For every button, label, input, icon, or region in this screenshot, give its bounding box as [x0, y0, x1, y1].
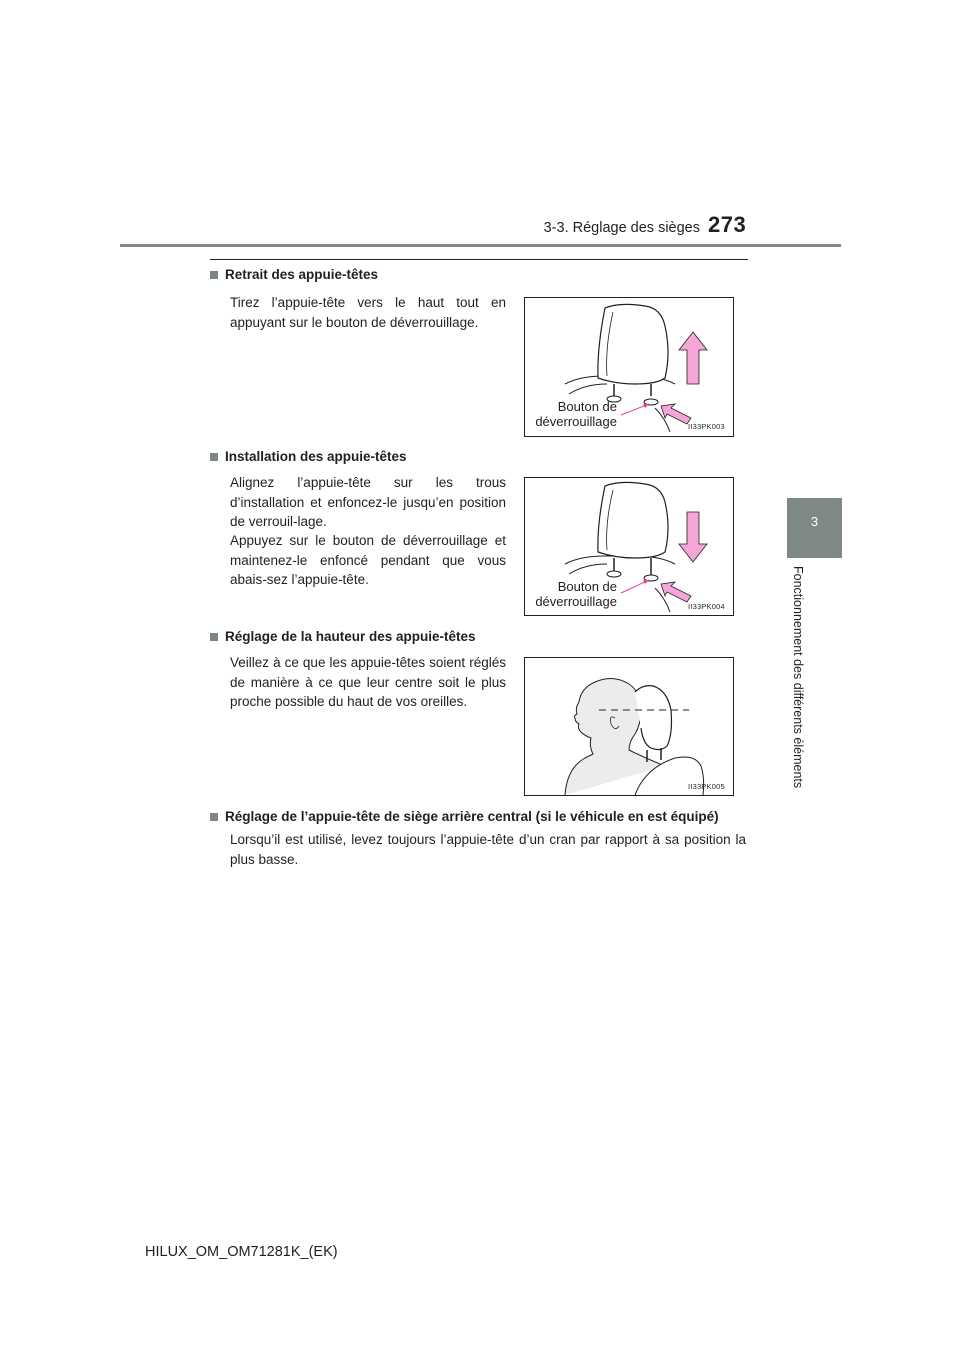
label-line: Bouton de	[557, 579, 617, 594]
section-rule	[210, 259, 748, 260]
square-bullet-icon	[210, 271, 218, 279]
paragraph: Lorsqu’il est utilisé, levez toujours l’appuie-tête d’un cran par rapport à sa position la plus basse.	[230, 832, 746, 867]
page-number: 273	[708, 212, 747, 237]
section-heading-text: Réglage de l’appuie-tête de siège arrière central (si le véhicule en est équipé)	[225, 809, 719, 824]
figure-headrest-removal	[524, 297, 734, 437]
figure-code: II33PK004	[688, 602, 725, 611]
section-heading-text: Retrait des appuie-têtes	[225, 267, 379, 282]
paragraph: Tirez l’appuie-tête vers le haut tout en appuyant sur le bouton de déverrouillage.	[230, 295, 506, 330]
down-arrow-icon	[679, 512, 707, 562]
press-arrow-icon	[661, 582, 691, 602]
header-section-title: 3-3. Réglage des sièges	[543, 220, 700, 236]
label-line: déverrouillage	[535, 594, 617, 609]
paragraph: Veillez à ce que les appuie-têtes soient réglés de manière à ce que leur centre soit le plus proche possible du haut de vos oreilles.	[230, 655, 506, 709]
footer-doc-id: HILUX_OM_OM71281K_(EK)	[145, 1244, 338, 1260]
square-bullet-icon	[210, 813, 218, 821]
chapter-number: 3	[810, 514, 819, 529]
label-line: Bouton de	[557, 399, 617, 414]
section-heading-text: Installation des appuie-têtes	[225, 449, 407, 464]
figure-headrest-height	[524, 657, 734, 796]
head-position-illustration	[525, 658, 733, 795]
release-button-label	[533, 579, 617, 609]
section-heading-removal	[210, 267, 378, 282]
section-heading-text: Réglage de la hauteur des appuie-têtes	[225, 629, 476, 644]
figure-headrest-installation	[524, 477, 734, 616]
up-arrow-icon	[679, 332, 707, 384]
figure-code: II33PK003	[688, 422, 725, 431]
paragraph: Alignez l’appuie-tête sur les trous d’installation et enfoncez-le jusqu’en position de verrouil-lage.	[230, 475, 506, 529]
square-bullet-icon	[210, 633, 218, 641]
section-heading-installation	[210, 449, 407, 464]
paragraph: Appuyez sur le bouton de déverrouillage et maintenez-le enfoncé pendant que vous abais-sez l’appuie-tête.	[230, 533, 506, 587]
header-rule	[120, 244, 841, 247]
figure-code: II33PK005	[688, 782, 725, 791]
square-bullet-icon	[210, 453, 218, 461]
section-heading-height	[210, 629, 476, 644]
section-heading-rear-center	[210, 809, 719, 824]
label-line: déverrouillage	[535, 414, 617, 429]
chapter-title: Fonctionnement des différents éléments	[791, 566, 805, 789]
release-button-label	[533, 399, 617, 429]
